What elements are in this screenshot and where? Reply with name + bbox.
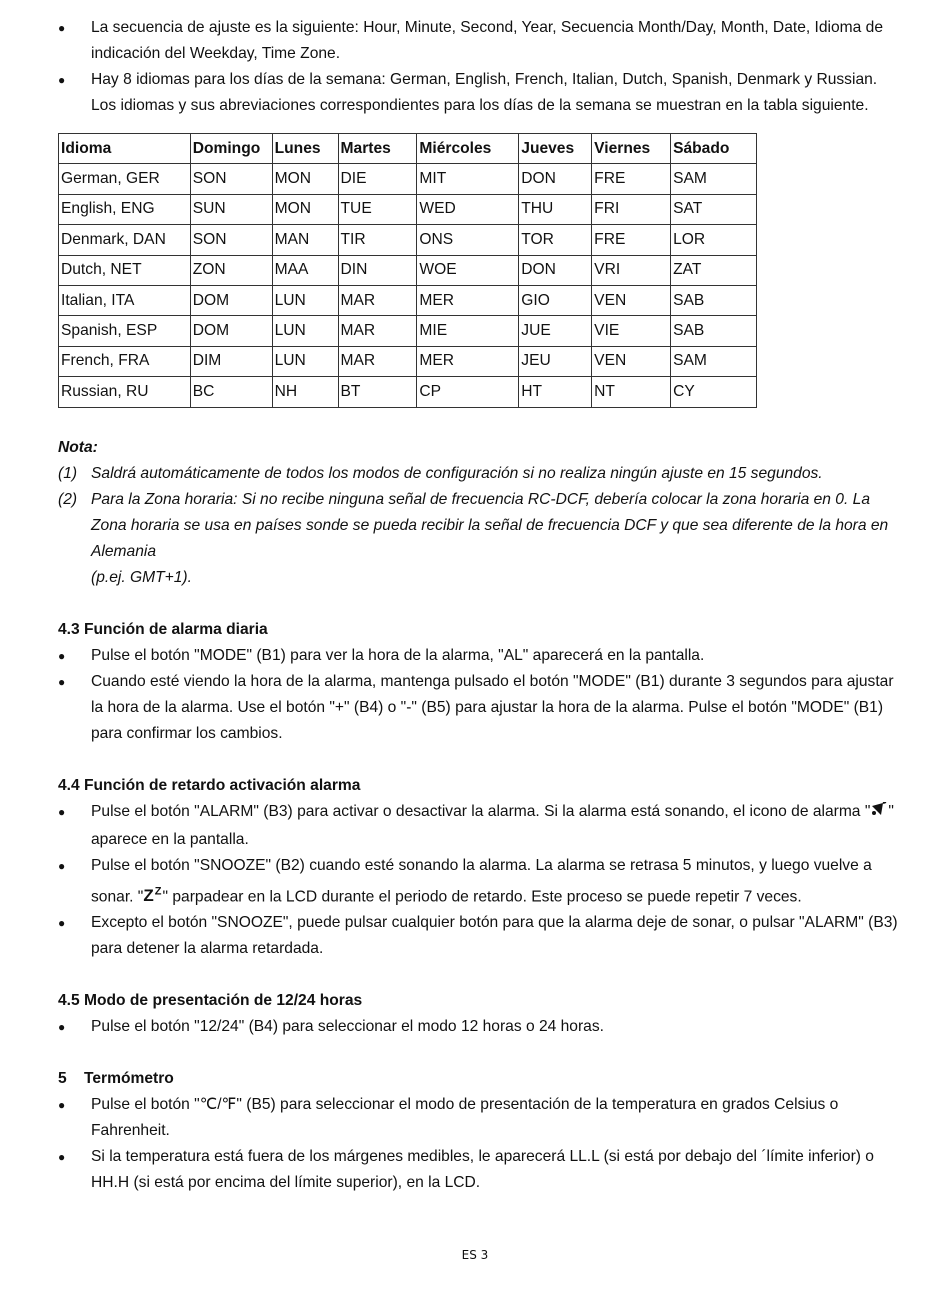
table-cell: SON (190, 225, 272, 255)
table-cell: VIE (592, 316, 671, 346)
table-cell: SUN (190, 194, 272, 224)
table-cell: SAT (671, 194, 757, 224)
column-header: Idioma (59, 134, 191, 164)
table-cell: MAR (338, 285, 417, 315)
snooze-zz-icon: $Z^Z$ (143, 885, 163, 906)
table-cell: JUE (519, 316, 592, 346)
table-cell: DIE (338, 164, 417, 194)
table-cell: FRI (592, 194, 671, 224)
table-cell: MIT (417, 164, 519, 194)
table-cell: WED (417, 194, 519, 224)
bullet-item: ● Excepto el botón "SNOOZE", puede pulsar cualquier botón para que la alarma deje de sonar, o pulsar "ALARM" (B3) para detener la alarma retardada. (58, 914, 898, 958)
table-cell: MAR (338, 346, 417, 376)
table-cell: MER (417, 346, 519, 376)
table-cell: HT (519, 377, 592, 407)
table-cell: LUN (272, 285, 338, 315)
section-heading: 4.4 Función de retardo activación alarma (58, 776, 361, 794)
table-cell: MAN (272, 225, 338, 255)
table-cell: DIM (190, 346, 272, 376)
table-cell: LOR (671, 225, 757, 255)
table-cell: FRE (592, 164, 671, 194)
table-row (59, 225, 757, 255)
bullet-item: ● Pulse el botón "MODE" (B1) para ver la hora de la alarma, "AL" aparecerá en la pantalla. (58, 646, 705, 664)
table-cell: English, ENG (59, 194, 191, 224)
column-header: Miércoles (417, 134, 519, 164)
table-cell: SAM (671, 346, 757, 376)
bullet-item: ● Pulse el botón "SNOOZE" (B2) cuando esté sonando la alarma. La alarma se retrasa 5 minutos, y luego vuelve a sonar. "$Z^Z$" parpadear en la LCD durante el periodo de retardo. Este proceso se puede repetir 7 veces. (58, 856, 872, 906)
bullet-item: ● Si la temperatura está fuera de los márgenes medibles, le aparecerá LL.L (si está por debajo del ´límite inferior) o HH.H (si está por encima del límite superior), en la LCD. (58, 1148, 874, 1192)
column-header: Domingo (190, 134, 272, 164)
bullet-item: ● Cuando esté viendo la hora de la alarma, mantenga pulsado el botón "MODE" (B1) durante 3 segundos para ajustar la hora de la alarma. Use el botón "+" (B4) o "-" (B5) para ajustar la hora de la alarma. Pulse el botón "MODE" (B1) para confirmar los cambios. (58, 672, 894, 742)
table-cell: Denmark, DAN (59, 225, 191, 255)
page-number: ES 3 (461, 1248, 489, 1262)
column-header: Jueves (519, 134, 592, 164)
table-cell: Dutch, NET (59, 255, 191, 285)
table-cell: TIR (338, 225, 417, 255)
section-heading: 5 Termómetro (58, 1070, 174, 1088)
table-cell: DON (519, 164, 592, 194)
table-cell: JEU (519, 346, 592, 376)
table-cell: WOE (417, 255, 519, 285)
table-row (59, 377, 757, 407)
table-cell: SAM (671, 164, 757, 194)
table-row (59, 164, 757, 194)
table-cell: SON (190, 164, 272, 194)
table-cell: CP (417, 377, 519, 407)
table-cell: MON (272, 164, 338, 194)
table-cell: MAR (338, 316, 417, 346)
table-cell: French, FRA (59, 346, 191, 376)
table-cell: Italian, ITA (59, 285, 191, 315)
table-cell: DOM (190, 285, 272, 315)
bullet-item: ● La secuencia de ajuste es la siguiente: Hour, Minute, Second, Year, Secuencia Month/Day, Month, Date, Idioma de indicación del Weekday, Time Zone. (58, 19, 884, 62)
table-row (59, 285, 757, 315)
table-cell: VRI (592, 255, 671, 285)
table-cell: MON (272, 194, 338, 224)
note-item: (1) Saldrá automáticamente de todos los modos de configuración si no realiza ningún ajuste en 15 segundos. (58, 464, 823, 482)
table-cell: THU (519, 194, 592, 224)
note-title: Nota: (58, 438, 98, 456)
table-cell: NT (592, 377, 671, 407)
table-cell: GIO (519, 285, 592, 315)
table-row (59, 194, 757, 224)
table-cell: MIE (417, 316, 519, 346)
table-cell: DON (519, 255, 592, 285)
table-cell: VEN (592, 346, 671, 376)
section-heading: 4.3 Función de alarma diaria (58, 620, 268, 638)
table-cell: NH (272, 377, 338, 407)
table-cell: ZAT (671, 255, 757, 285)
table-cell: BT (338, 377, 417, 407)
table-cell: ONS (417, 225, 519, 255)
table-cell: German, GER (59, 164, 191, 194)
bullet-item: ● Hay 8 idiomas para los días de la semana: German, English, French, Italian, Dutch, Spanish, Denmark y Russian. Los idiomas y sus abreviaciones correspondientes para los días de la semana se muestran en la tabla siguiente. (58, 71, 878, 114)
alarm-bell-icon (870, 801, 888, 827)
table-cell: DOM (190, 316, 272, 346)
table-cell: TUE (338, 194, 417, 224)
bullet-item: ● Pulse el botón "12/24" (B4) para seleccionar el modo 12 horas o 24 horas. (58, 1018, 604, 1036)
table-cell: ZON (190, 255, 272, 285)
table-cell: Russian, RU (59, 377, 191, 407)
bullet-item: ● Pulse el botón "℃/℉" (B5) para seleccionar el modo de presentación de la temperatura en grados Celsius o Fahrenheit. (58, 1096, 839, 1140)
table-cell: Spanish, ESP (59, 316, 191, 346)
table-cell: TOR (519, 225, 592, 255)
table-row (59, 346, 757, 376)
table-cell: BC (190, 377, 272, 407)
document-page (58, 15, 898, 1196)
note-item: (2) Para la Zona horaria: Si no recibe ninguna señal de frecuencia RC-DCF, debería colocar la zona horaria en 0. La Zona horaria se usa en países sonde se pueda recibir la señal de frecuencia DCF y que sea diferente de la hora en Alemania (p.ej. GMT+1). (58, 490, 889, 586)
table-row (59, 316, 757, 346)
table-row (59, 255, 757, 285)
table-cell: VEN (592, 285, 671, 315)
weekday-language-table (58, 133, 757, 408)
column-header: Viernes (592, 134, 671, 164)
table-cell: LUN (272, 316, 338, 346)
table-cell: LUN (272, 346, 338, 376)
table-cell: SAB (671, 316, 757, 346)
bullet-item: ● Pulse el botón "ALARM" (B3) para activar o desactivar la alarma. Si la alarma está sonando, el icono de alarma " " aparece en la pantalla. (58, 802, 894, 848)
section-heading: 4.5 Modo de presentación de 12/24 horas (58, 992, 363, 1010)
table-cell: CY (671, 377, 757, 407)
table-cell: DIN (338, 255, 417, 285)
column-header: Lunes (272, 134, 338, 164)
table-cell: MAA (272, 255, 338, 285)
table-cell: SAB (671, 285, 757, 315)
column-header: Sábado (671, 134, 757, 164)
column-header: Martes (338, 134, 417, 164)
table-cell: FRE (592, 225, 671, 255)
table-cell: MER (417, 285, 519, 315)
table-header-row (59, 134, 757, 164)
